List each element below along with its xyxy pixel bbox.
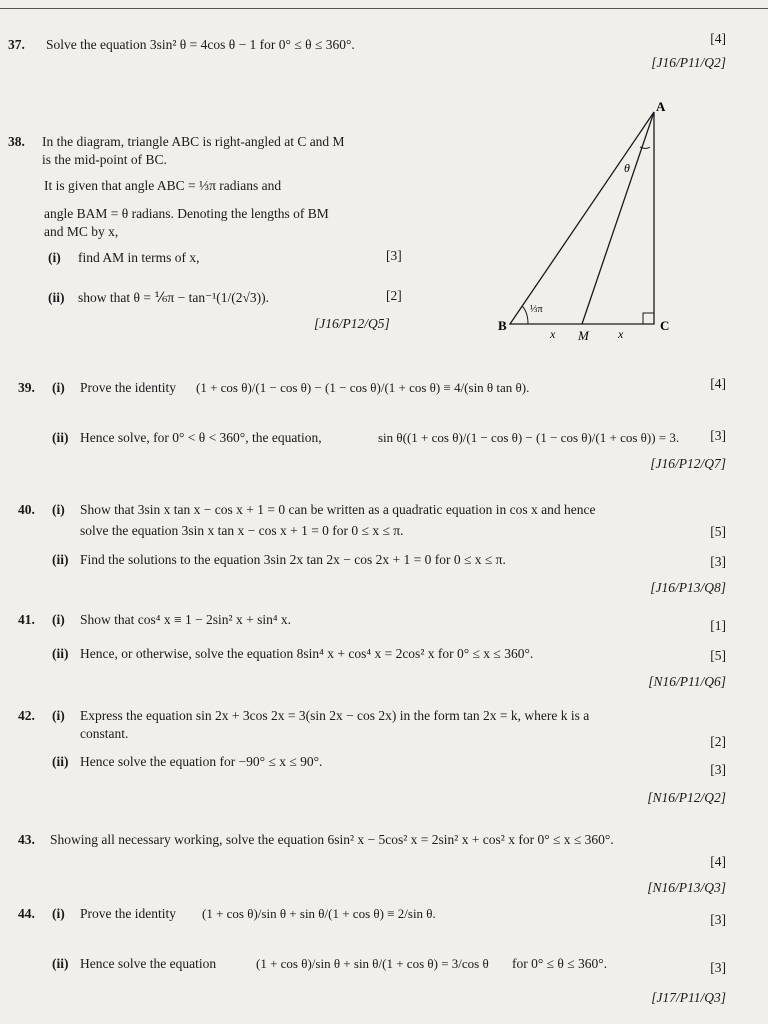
question-number: 44. xyxy=(18,906,35,921)
marks: [3] xyxy=(710,428,726,443)
question-number: 38. xyxy=(8,134,25,149)
part-text: constant. xyxy=(80,726,129,741)
question-number: 43. xyxy=(18,832,35,847)
label-mc-x: x xyxy=(618,327,624,341)
part-text: Express the equation sin 2x + 3cos 2x = 3(sin 2x − cos 2x) in the form tan 2x = k, where k is a xyxy=(80,708,590,723)
label-bm-x: x xyxy=(550,327,556,341)
marks: [4] xyxy=(710,854,726,869)
part-text: solve the equation 3sin x tan x − cos x + 1 = 0 for 0 ≤ x ≤ π. xyxy=(80,523,404,538)
equation-range: for 0° ≤ θ ≤ 360°. xyxy=(512,956,608,971)
question-line: It is given that angle ABC = ⅓π radians and xyxy=(44,178,282,193)
part-text: find AM in terms of x, xyxy=(78,250,200,265)
question-line: In the diagram, triangle ABC is right-angled at C and M xyxy=(42,134,345,149)
past-paper-ref: [N16/P13/Q3] xyxy=(647,880,726,895)
part-text: Hence solve the equation xyxy=(80,956,217,971)
question-text: Solve the equation 3sin² θ = 4cos θ − 1 for 0° ≤ θ ≤ 360°. xyxy=(46,37,355,52)
marks: [3] xyxy=(710,960,726,975)
triangle-abc xyxy=(510,112,654,324)
question-text: Showing all necessary working, solve the equation 6sin² x − 5cos² x = 2sin² x + cos² x for 0° ≤ x ≤ 360°. xyxy=(50,832,614,847)
part-text: Show that cos⁴ x ≡ 1 − 2sin² x + sin⁴ x. xyxy=(80,612,292,627)
question-number: 42. xyxy=(18,708,35,723)
question-line: and MC by x, xyxy=(44,224,119,239)
part-label: (ii) xyxy=(52,430,69,445)
part-text: Find the solutions to the equation 3sin 2x tan 2x − cos 2x + 1 = 0 for 0 ≤ x ≤ π. xyxy=(80,552,506,567)
part-label: (i) xyxy=(52,612,65,627)
past-paper-ref: [J16/P13/Q8] xyxy=(650,580,726,595)
question-line: is the mid-point of BC. xyxy=(42,152,167,167)
part-text: Show that 3sin x tan x − cos x + 1 = 0 can be written as a quadratic equation in cos x and hence xyxy=(80,502,596,517)
past-paper-ref: [J16/P12/Q7] xyxy=(650,456,726,471)
part-label: (ii) xyxy=(52,646,69,661)
label-c: C xyxy=(660,318,670,333)
question-number: 39. xyxy=(18,380,35,395)
marks: [3] xyxy=(710,912,726,927)
past-paper-ref: [J16/P11/Q2] xyxy=(651,55,726,70)
marks: [5] xyxy=(710,524,726,539)
marks: [3] xyxy=(710,554,726,569)
marks: [3] xyxy=(386,248,402,263)
triangle-diagram xyxy=(500,98,690,348)
part-label: (i) xyxy=(48,250,61,265)
part-text: Prove the identity xyxy=(80,906,176,921)
part-text: show that θ = ⅙π − tan⁻¹(1/(2√3)). xyxy=(78,290,270,305)
part-label: (ii) xyxy=(52,754,69,769)
identity-expression: (1 + cos θ)/(1 − cos θ) − (1 − cos θ)/(1 + cos θ) ≡ 4/(sin θ tan θ). xyxy=(196,380,530,395)
right-angle-mark xyxy=(643,313,654,324)
marks: [4] xyxy=(710,376,726,391)
part-text: Prove the identity xyxy=(80,380,176,395)
equation-expression: sin θ((1 + cos θ)/(1 − cos θ) − (1 − cos θ)/(1 + cos θ)) = 3. xyxy=(378,430,680,445)
past-paper-ref: [J17/P11/Q3] xyxy=(651,990,726,1005)
question-line: angle BAM = θ radians. Denoting the lengths of BM xyxy=(44,206,329,221)
label-a: A xyxy=(656,99,666,114)
part-label: (ii) xyxy=(48,290,65,305)
label-b: B xyxy=(498,318,507,333)
equation-expression: (1 + cos θ)/sin θ + sin θ/(1 + cos θ) = 3/cos θ xyxy=(256,956,489,971)
past-paper-ref: [J16/P12/Q5] xyxy=(314,316,390,331)
marks: [2] xyxy=(386,288,402,303)
identity-expression: (1 + cos θ)/sin θ + sin θ/(1 + cos θ) ≡ 2/sin θ. xyxy=(202,906,436,921)
question-number: 40. xyxy=(18,502,35,517)
page-top-rule xyxy=(0,8,768,9)
label-m: M xyxy=(578,328,589,343)
marks: [5] xyxy=(710,648,726,663)
part-text: Hence solve, for 0° < θ < 360°, the equation, xyxy=(80,430,322,445)
angle-b-arc xyxy=(522,306,528,324)
question-number: 37. xyxy=(8,37,25,52)
question-number: 41. xyxy=(18,612,35,627)
marks: [3] xyxy=(710,762,726,777)
part-label: (ii) xyxy=(52,956,69,971)
part-label: (i) xyxy=(52,502,65,517)
part-label: (i) xyxy=(52,906,65,921)
median-am xyxy=(582,112,654,324)
marks: [1] xyxy=(710,618,726,633)
marks: [2] xyxy=(710,734,726,749)
label-angle-b: ⅓π xyxy=(530,304,543,315)
label-theta: θ xyxy=(624,161,630,175)
past-paper-ref: [N16/P12/Q2] xyxy=(647,790,726,805)
marks: [4] xyxy=(710,31,726,46)
part-label: (ii) xyxy=(52,552,69,567)
past-paper-ref: [N16/P11/Q6] xyxy=(648,674,726,689)
part-text: Hence solve the equation for −90° ≤ x ≤ 90°. xyxy=(80,754,323,769)
part-label: (i) xyxy=(52,708,65,723)
part-label: (i) xyxy=(52,380,65,395)
part-text: Hence, or otherwise, solve the equation 8sin⁴ x + cos⁴ x = 2cos² x for 0° ≤ x ≤ 360°. xyxy=(80,646,534,661)
